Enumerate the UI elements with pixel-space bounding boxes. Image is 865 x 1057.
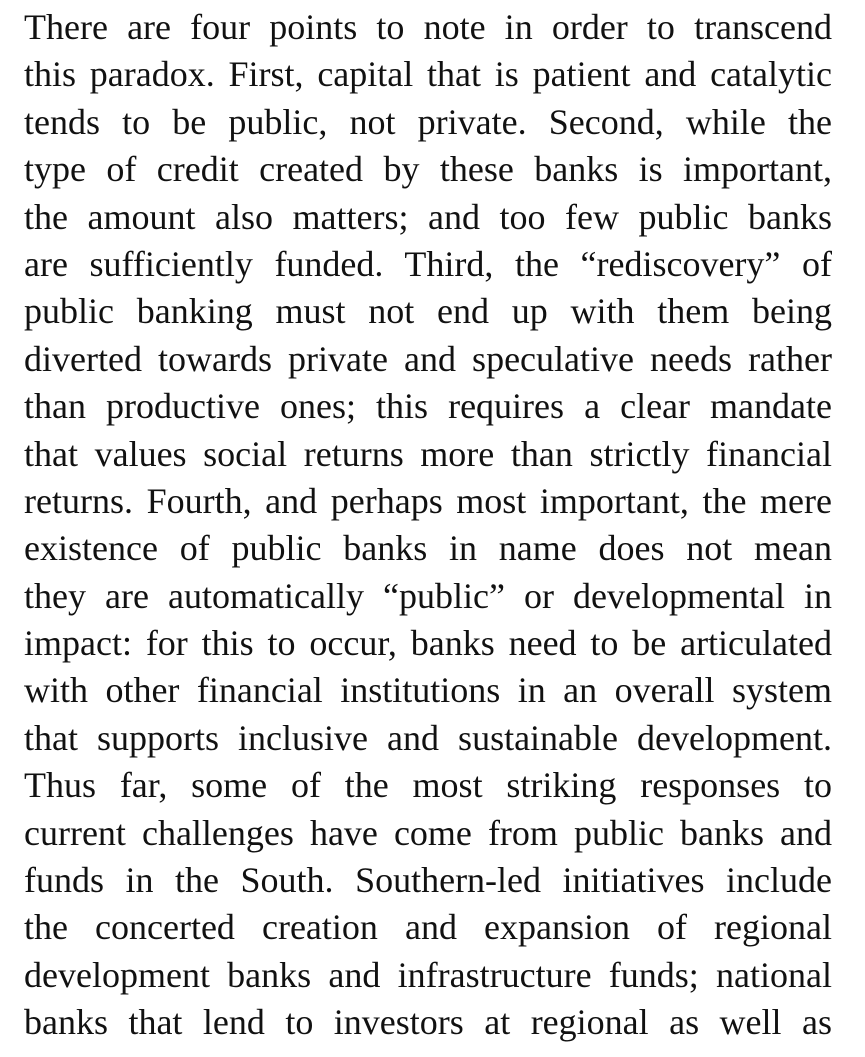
- text-line-9: than productive ones; this requires a clear mandate: [24, 386, 832, 427]
- text-line-16: that supports inclusive and sustainable development.: [24, 717, 832, 758]
- text-line-12: existence of public banks in name does not mean: [24, 528, 832, 569]
- text-line-7: public banking must not end up with them being: [24, 291, 832, 332]
- text-line-13: they are automatically “public” or developmental in: [24, 575, 832, 616]
- text-line-4: type of credit created by these banks is important,: [24, 149, 832, 190]
- text-line-3: tends to be public, not private. Second, while the: [24, 101, 832, 142]
- text-line-11: returns. Fourth, and perhaps most important, the mere: [24, 480, 832, 521]
- text-line-18: current challenges have come from public banks and: [24, 812, 832, 853]
- text-line-1: There are four points to note in order to transcend: [24, 7, 832, 47]
- body-paragraph: [24, 4, 832, 1047]
- text-line-22: banks that lend to investors at regional as well as: [24, 1002, 832, 1043]
- text-line-15: with other financial institutions in an overall system: [24, 670, 832, 711]
- text-line-14: impact: for this to occur, banks need to be articulated: [24, 623, 832, 664]
- text-line-8: diverted towards private and speculative needs rather: [24, 338, 832, 379]
- text-line-21: development banks and infrastructure funds; national: [24, 954, 832, 995]
- text-line-19: funds in the South. Southern-led initiatives include: [24, 860, 832, 901]
- text-line-20: the concerted creation and expansion of regional: [24, 907, 832, 948]
- text-line-10: that values social returns more than strictly financial: [24, 433, 832, 474]
- text-line-17: Thus far, some of the most striking responses to: [24, 765, 832, 806]
- text-line-2: this paradox. First, capital that is patient and catalytic: [24, 54, 832, 95]
- text-line-5: the amount also matters; and too few public banks: [24, 196, 832, 237]
- text-line-6: are sufficiently funded. Third, the “rediscovery” of: [24, 243, 832, 284]
